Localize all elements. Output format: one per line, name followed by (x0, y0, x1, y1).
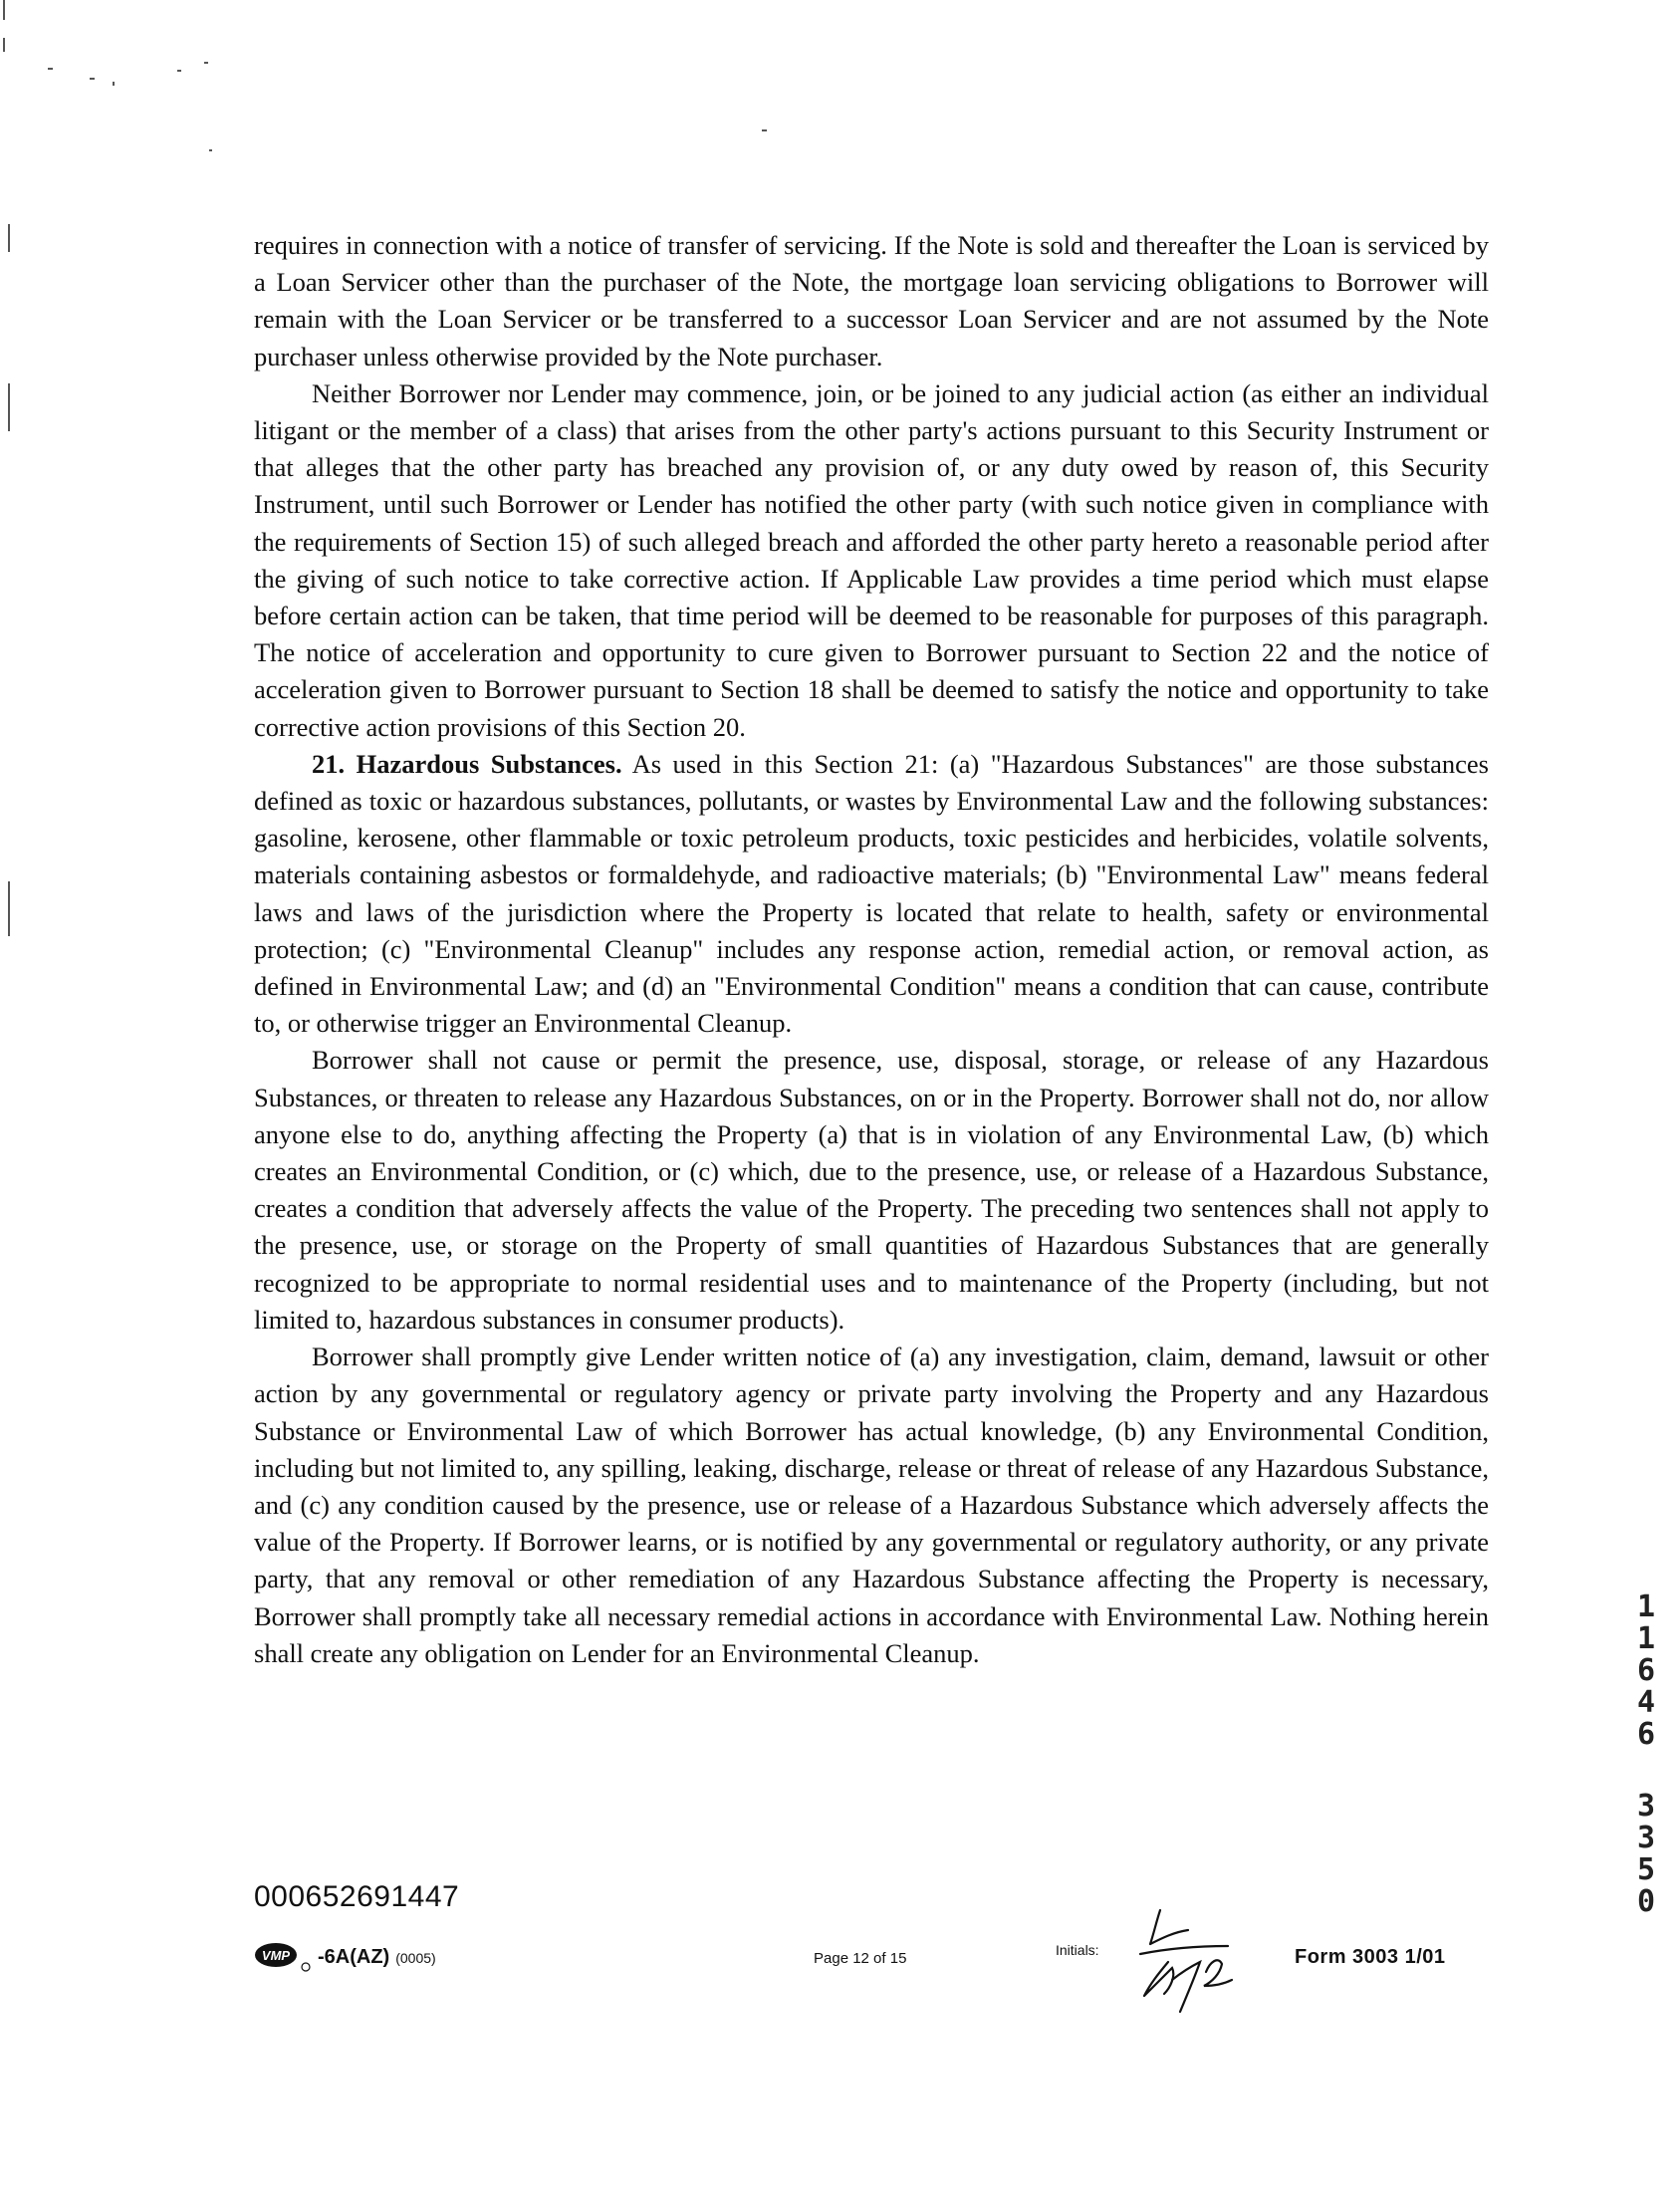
form-number: Form 3003 1/01 (1295, 1946, 1446, 1968)
form-code (318, 1946, 436, 1969)
scan-mark (8, 224, 10, 252)
page-footer (254, 1940, 1489, 2020)
paragraph-borrower-notice: Borrower shall promptly give Lender written notice of (a) any investigation, claim, demand, lawsuit or other action by any governmental or regulatory agency or private party involving the Property and any Hazardous Substance or Environmental Law of which Borrower has actual knowledge, (b) any Environmental Condition, including but not limited to, any spilling, leaking, discharge, release or threat of release of any Hazardous Substance, and (c) any condition caused by the presence, use or release of a Hazardous Substance which adversely affects the value of the Property. If Borrower learns, or is notified by any governmental or regulatory authority, or any private party, that any removal or other remediation of any Hazardous Substance affecting the Property is necessary, Borrower shall promptly take all necessary remedial actions in accordance with Environmental Law. Nothing herein shall create any obligation on Lender for an Environmental Cleanup. (254, 1342, 1489, 1668)
section-text: As used in this Section 21: (a) "Hazardous Substances" are those substances defined as toxic or hazardous substances, pollutants, or wastes by Environmental Law and the following substances: gasoline, kerosene, other flammable or toxic petroleum products, toxic pesticides and herbicides, volatile solvents, materials containing asbestos or formaldehyde, and radioactive materials; (b) "Environmental Law" means federal laws and laws of the jurisdiction where the Property is located that relate to health, safety or environmental protection; (c) "Environmental Cleanup" includes any response action, remedial action, or removal action, as defined in Environmental Law; and (d) an "Environmental Condition" means a condition that can cause, contribute to, or otherwise trigger an Environmental Cleanup. (254, 748, 1489, 1039)
scan-mark (48, 68, 53, 70)
initials-label: Initials: (1056, 1942, 1099, 1958)
stamp-digit: 3 (1636, 1821, 1656, 1855)
loan-number: 000652691447 (254, 1880, 460, 1913)
page-indicator: Page 12 of 15 (814, 1950, 907, 1967)
paragraph-servicing: requires in connection with a notice of transfer of servicing. If the Note is sold and thereafter the Loan is serviced by a Loan Servicer other than the purchaser of the Note, the mortgage loan servicing obligations to Borrower will remain with the Loan Servicer or be transferred to a successor Loan Servicer and are not assumed by the Note purchaser unless otherwise provided by the Note purchaser. (254, 230, 1489, 371)
document-body (254, 227, 1489, 1672)
form-code-suffix: (0005) (395, 1950, 436, 1966)
paragraph-borrower-restrictions: Borrower shall not cause or permit the presence, use, disposal, storage, or release of any Hazardous Substances, or threaten to release any Hazardous Substances, on or in the Property. Borrower shall not do, nor allow anyone else to do, anything affecting the Property (a) that is in violation of any Environmental Law, (b) which creates an Environmental Condition, or (c) which, due to the presence, use, or release of a Hazardous Substance, creates a condition that adversely affects the value of the Property. The preceding two sentences shall not apply to the presence, use, or storage on the Property of small quantities of Hazardous Substances that are generally recognized to be appropriate to normal residential uses and to maintenance of the Property (including, but not limited to, hazardous substances in consumer products). (254, 1045, 1489, 1335)
side-stamp-number (1626, 1591, 1666, 1918)
section-number: 21. (312, 748, 346, 779)
stamp-digit: 6 (1636, 1653, 1656, 1688)
scan-mark (177, 70, 181, 72)
form-code-main: -6A(AZ) (318, 1946, 390, 1968)
stamp-digit: 0 (1636, 1884, 1656, 1919)
scan-mark (3, 0, 5, 20)
stamp-digit: 6 (1636, 1717, 1656, 1752)
section-21-hazardous-substances (254, 746, 1489, 1043)
stamp-digit: 3 (1636, 1789, 1656, 1824)
scan-mark (204, 62, 208, 64)
stamp-digit: 5 (1636, 1852, 1656, 1887)
initials-signature (1110, 1902, 1240, 2022)
scan-mark (3, 38, 5, 52)
section-title: Hazardous Substances. (356, 748, 622, 779)
logo-text: VMP (261, 1948, 291, 1963)
scan-mark (113, 82, 115, 86)
stamp-digit: 1 (1636, 1589, 1656, 1624)
scan-mark (8, 881, 10, 936)
stamp-gap (1626, 1751, 1666, 1791)
stamp-digit: 1 (1636, 1621, 1656, 1656)
paragraph-judicial-action: Neither Borrower nor Lender may commence, join, or be joined to any judicial action (as either an individual litigant or the member of a class) that arises from the other party's actions pursuant to this Security Instrument or that alleges that the other party has breached any provision of, or any duty owed by reason of, this Security Instrument, until such Borrower or Lender has notified the other party (with such notice given in compliance with the requirements of Section 15) of such alleged breach and afforded the other party hereto a reasonable period after the giving of such notice to take corrective action. If Applicable Law provides a time period which must elapse before certain action can be taken, that time period will be deemed to be reasonable for purposes of this paragraph. The notice of acceleration and opportunity to cure given to Borrower pursuant to Section 22 and the notice of acceleration given to Borrower pursuant to Section 18 shall be deemed to satisfy the notice and opportunity to take corrective action provisions of this Section 20. (254, 377, 1489, 742)
scan-mark (209, 149, 212, 151)
scan-mark (8, 383, 10, 431)
scan-mark (90, 78, 95, 80)
scan-mark (762, 129, 767, 131)
vmp-logo-icon (254, 1942, 314, 1972)
stamp-digit: 4 (1636, 1685, 1656, 1720)
